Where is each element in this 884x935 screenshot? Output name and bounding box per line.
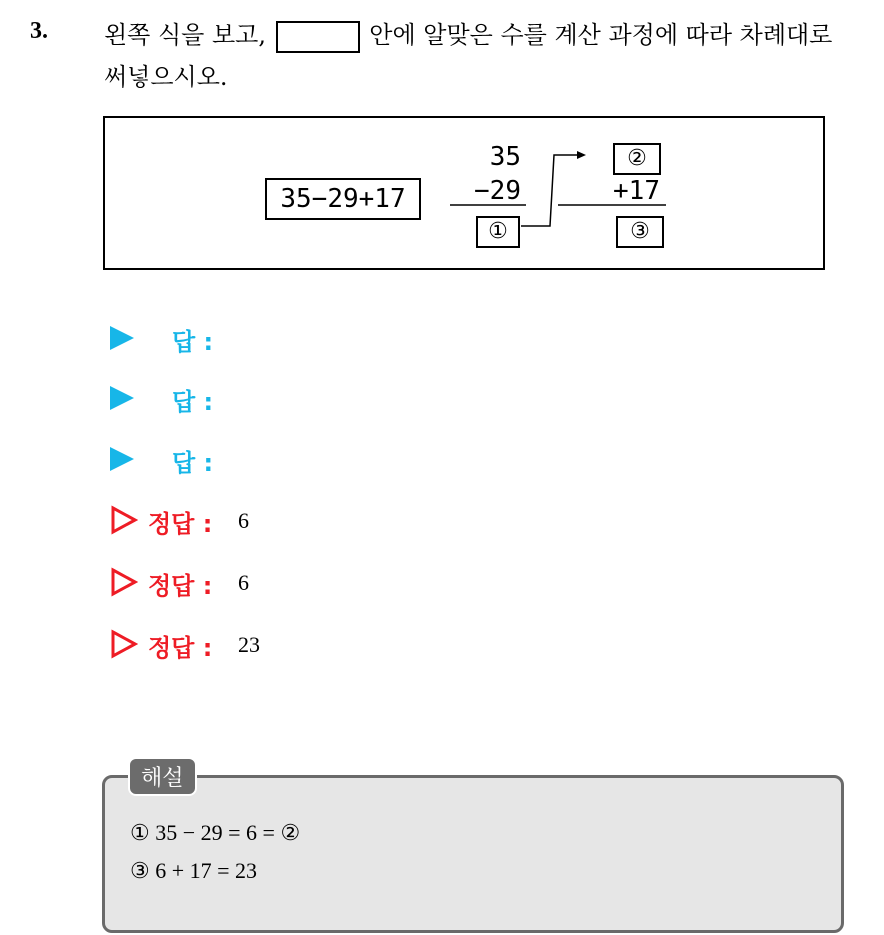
play-triangle-icon xyxy=(110,326,134,350)
top-number: 35 xyxy=(489,142,521,172)
question-text-after-blank: 안에 알맞은 수를 계산 과정에 따라 차례대로 xyxy=(369,21,833,49)
correct-answer-value: 23 xyxy=(238,632,260,657)
outline-triangle-icon xyxy=(110,505,138,535)
correct-answer-label: 정답 : xyxy=(148,634,213,662)
diagram-lines xyxy=(0,0,884,300)
circle-2-box: ② xyxy=(613,143,661,175)
flow-arrow-head xyxy=(577,151,586,159)
circle-1-box: ① xyxy=(476,216,520,248)
answer-row xyxy=(110,318,510,358)
correct-answer-row xyxy=(110,501,510,541)
question-number: 3. xyxy=(30,18,48,44)
circle-3-box: ③ xyxy=(616,216,664,248)
answer-label: 답 : xyxy=(172,328,214,356)
expression-box: 35−29+17 xyxy=(265,178,421,220)
correct-answer-value: 6 xyxy=(238,570,249,595)
correct-answer-row xyxy=(110,563,510,603)
addend: +17 xyxy=(613,176,660,206)
answer-label: 답 : xyxy=(172,388,214,416)
answer-label: 답 : xyxy=(172,449,214,477)
correct-answer-label: 정답 : xyxy=(148,572,213,600)
explanation-line-1: ① 35 − 29 = 6 = ② xyxy=(130,820,301,845)
explanation-line-2: ③ 6 + 17 = 23 xyxy=(130,858,258,883)
correct-answer-value: 6 xyxy=(238,508,249,533)
play-triangle-icon xyxy=(110,386,134,410)
question-text-before-blank: 왼쪽 식을 보고, xyxy=(104,21,266,49)
answer-row xyxy=(110,378,510,418)
explanation-box xyxy=(102,775,844,933)
outline-triangle-icon xyxy=(110,567,138,597)
play-triangle-icon xyxy=(110,447,134,471)
flow-arrow-line xyxy=(521,155,578,226)
answer-row xyxy=(110,439,510,479)
subtrahend: −29 xyxy=(474,176,521,206)
correct-answer-label: 정답 : xyxy=(148,510,213,538)
correct-answer-row xyxy=(110,625,510,665)
question-text-line2: 써넣으시오. xyxy=(104,63,228,91)
explanation-tag: 해설 xyxy=(128,757,197,796)
outline-triangle-icon xyxy=(110,629,138,659)
